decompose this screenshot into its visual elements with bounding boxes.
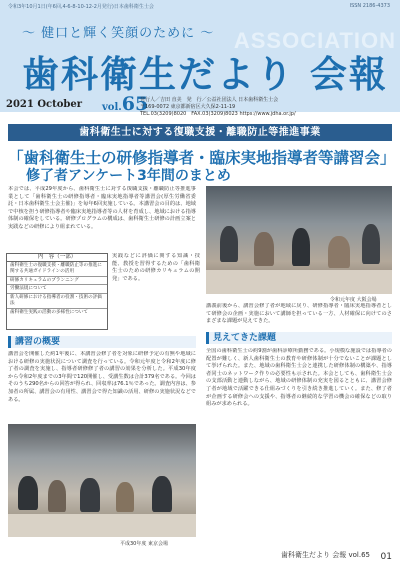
issue-line: 令和3年10月1日(年6回,4-6-8-10-12-2月発行)日本歯科衛生士会 — [8, 4, 154, 10]
intro-paragraph: 本会では、平成29年度から、歯科衛生士に対する復職支援・離職防止等推進事業として「歯科衛生士の研修指導者・臨床実地指導者等講習会(厚生労働省委託・日本歯科衛生士会主催)」を毎年6回実施している。本講習会の目的は、地域で中核を担う研修指導者や臨床実地指導者等の人材を育成し、地域における指導体制の確保をしている。研修プログラムの構成は、歯科衛生士研修の計画立案と実践などの研修により組まれている。 — [8, 186, 196, 230]
photo-caption-osaka: 令和元年度 大阪会場 — [330, 297, 377, 303]
page-number: 01 — [380, 552, 392, 562]
magazine-title: 歯科衛生だより 会報 — [22, 53, 388, 96]
contents-row: 歯科衛生士の復職支援・離職防止等の推進に関する共通ガイドラインの活用 — [7, 262, 107, 277]
publisher-address: 〒169-0072 東京都新宿区大久保2-11-19 — [140, 104, 236, 110]
photo-table — [8, 514, 196, 537]
issues-paragraph: 全国の歯科衛生士の約9割が歯科診療所勤務である。小規模な施設では指導者の配置が難しく、新人歯科衛生士の教育や研修体制が十分でないことが課題として挙げられた。また、地域の歯科衛生士会と連携した研修体制の構築や、指導者同士のネットワーク作りの必要性も示された。本会としても、歯科衛生士会の支部活動と連動しながら、地域の研修体制の充実を図るとともに、講習会修了者が地域で活躍できる仕組みづくりを引き続き推進していく。また、修了者が企画する研修会への支援や、指導者の継続的な学習の機会の確保などの取り組みが求められる。 — [206, 348, 392, 408]
publisher-line: 発行人／吉田 直美 発 行／公益社団法人 日本歯科衛生士会 — [140, 97, 279, 103]
publisher-info — [140, 97, 395, 118]
photo-figure — [362, 224, 380, 264]
article-category: 歯科衛生士に対する復職支援・離職防止等推進事業 — [8, 124, 392, 141]
photo-caption-tokyo: 平成30年度 東京会場 — [120, 541, 168, 547]
footer-title: 歯科衛生だより 会報 vol.65 — [281, 551, 370, 559]
masthead — [0, 0, 400, 112]
issn-number: ISSN 2186-4373 — [349, 3, 390, 9]
contents-title: 内 容（一部） — [7, 254, 107, 262]
photo-table — [206, 270, 392, 294]
photo-figure — [292, 228, 310, 266]
contents-row: 労働法規について — [7, 285, 107, 294]
issue-date: 2021 October — [6, 99, 83, 110]
section-heading-overview: 講習の概要 — [8, 336, 196, 348]
tagline: 〜 健口と輝く笑顔のために 〜 — [22, 26, 215, 41]
photo-figure — [116, 482, 134, 512]
contents-box — [6, 253, 108, 330]
vol-number: 65 — [121, 93, 149, 115]
seminar-photo-tokyo — [8, 424, 196, 537]
issue-meta — [0, 93, 400, 123]
photo-figure — [18, 476, 38, 510]
photo-figure — [220, 226, 238, 262]
article-headline: 「歯科衛生士の研修指導者・臨床実地指導者等講習会」 — [8, 149, 396, 167]
photo-figure — [152, 476, 172, 512]
photo-figure — [254, 232, 274, 266]
overview-paragraph: 講習会を開催した約1年後に、本講習会修了者を対象に研修予定の有無や地域における研修の実施状況について調査を行っている。令和元年度と令和2年度に修了者の調査を実施し、指導者研修修了者の講習の効果を分析した。平成30年度から令和2年度までの3年間で120開催し、受講生数は合計379名である。今回はそのうち290名からの回答が得られ、回収率は76.1％であった。調査内容は、参加者の所属、講習会の有用性、講習会で得た知識の活用、研修の実施状況などである。 — [8, 351, 196, 403]
vol-label: vol. — [102, 102, 122, 113]
article-subheadline: 修了者アンケート3年間のまとめ — [26, 168, 231, 184]
seminar-photo-osaka — [206, 186, 392, 294]
contents-row: 歯科衛生実践の活動の多様性について — [10, 309, 89, 315]
publisher-contact: TEL.03(3209)8020 FAX.03(3209)8023 https://www.jdha.or.jp/ — [140, 111, 296, 117]
section-heading-issues: 見えてきた課題 — [206, 332, 392, 344]
side-paragraph: 実践などに評価に関する知識・技能、教授を習得するための「歯科衛生士のための研修カリキュラムの開発」である。 — [112, 253, 200, 282]
photo-figure — [328, 236, 350, 268]
photo-figure — [48, 480, 66, 512]
association-watermark: ASSOCIATION — [233, 28, 396, 53]
contents-row: 研修カリキュラムのプランニング — [7, 277, 107, 286]
contents-row: 新人研修における指導者の役割・技術の評価法 — [7, 294, 107, 309]
photo-figure — [80, 478, 100, 512]
after-photo-paragraph: 講義前後から、講習会修了者が地域に戻り、研修指導者・臨床実地指導者として研修会の企画・実施において講師を担っている一方、人材確保に向けてのさまざまな課題が見えてきた。 — [206, 303, 392, 325]
